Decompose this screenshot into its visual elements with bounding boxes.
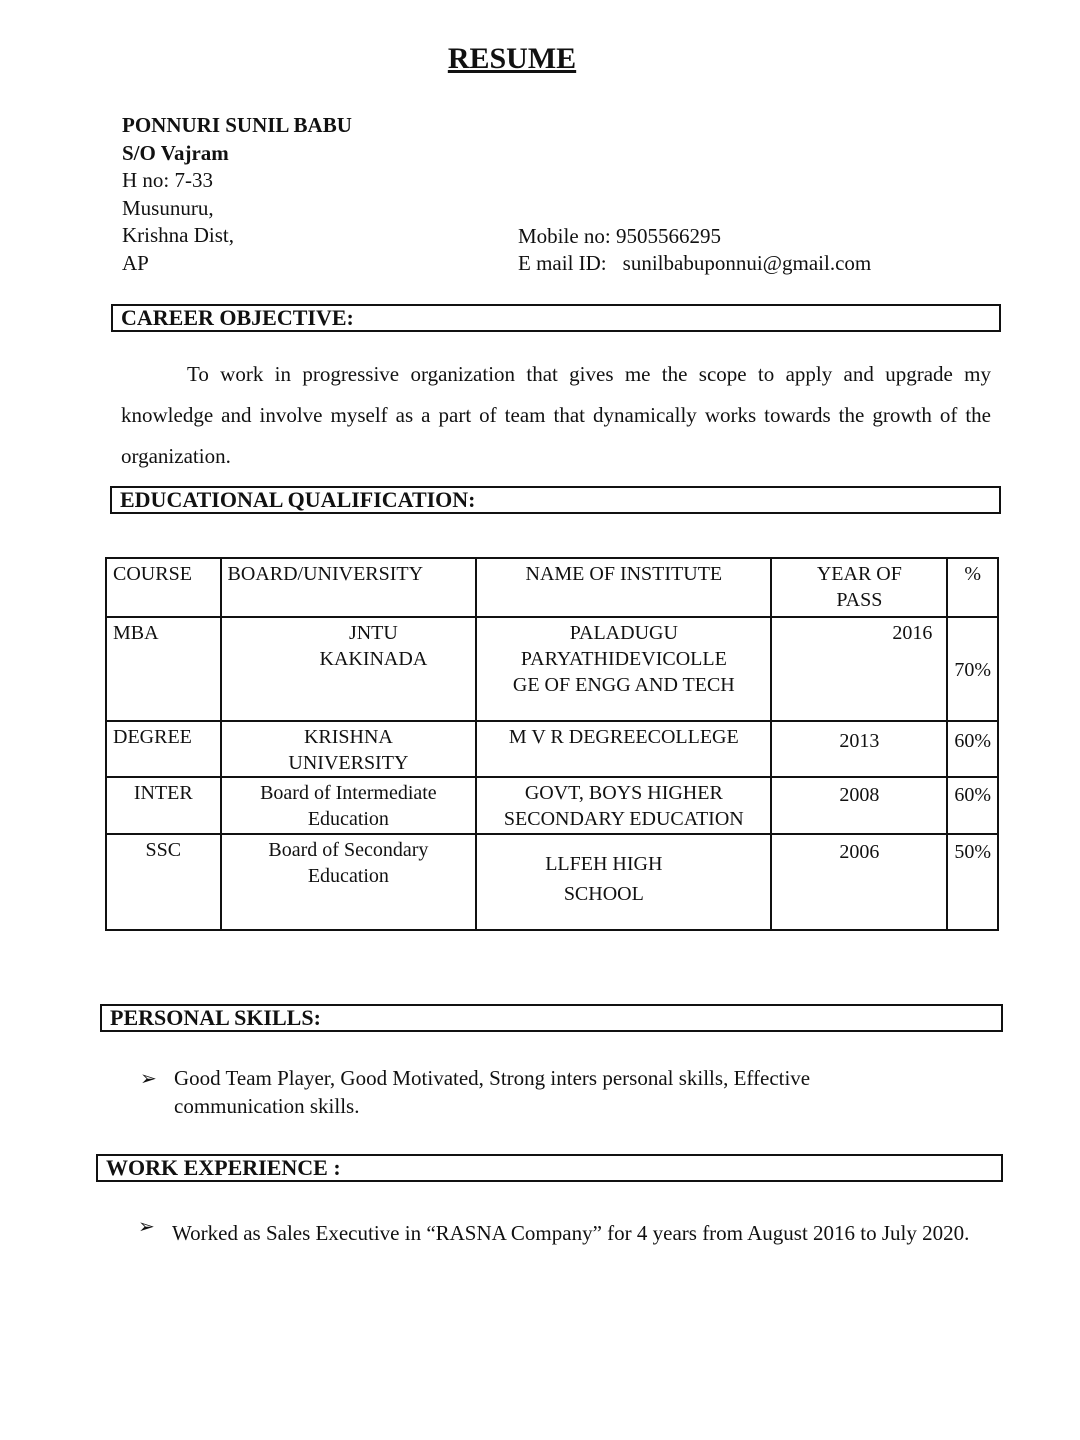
cell-institute: M V R DEGREECOLLEGE bbox=[476, 721, 771, 777]
email-address: sunilbabuponnui@gmail.com bbox=[622, 251, 872, 275]
career-objective-heading-text: CAREER OBJECTIVE: bbox=[121, 305, 354, 330]
state: AP bbox=[122, 250, 149, 275]
contact-block bbox=[518, 223, 871, 277]
career-objective-text: To work in progressive organization that gives me the scope to apply and upgrade my knowledge and involve myself as a part of team that dynamically works towards the growth of the organization. bbox=[121, 362, 991, 468]
header-course: COURSE bbox=[106, 558, 221, 617]
personal-skills-heading-text: PERSONAL SKILLS: bbox=[110, 1005, 321, 1030]
cell-board: KRISHNA UNIVERSITY bbox=[221, 721, 477, 777]
address-block bbox=[122, 112, 352, 277]
work-experience-heading-text: WORK EXPERIENCE : bbox=[106, 1155, 341, 1180]
header-institute: NAME OF INSTITUTE bbox=[476, 558, 771, 617]
cell-percent: 60% bbox=[947, 777, 998, 834]
education-heading-text: EDUCATIONAL QUALIFICATION: bbox=[120, 487, 476, 512]
header-percent: % bbox=[947, 558, 998, 617]
district: Krishna Dist, bbox=[122, 223, 234, 247]
parent-name: S/O Vajram bbox=[122, 140, 229, 165]
header-year: YEAR OF PASS bbox=[771, 558, 947, 617]
cell-course: DEGREE bbox=[106, 721, 221, 777]
table-header-row bbox=[106, 558, 998, 617]
bullet-arrow-icon: ➢ bbox=[140, 1068, 157, 1090]
mobile-label: Mobile no: bbox=[518, 224, 611, 248]
table-row bbox=[106, 721, 998, 777]
table-row bbox=[106, 834, 998, 930]
cell-board: JNTU KAKINADA bbox=[221, 617, 477, 721]
personal-skills-heading bbox=[100, 1004, 1003, 1032]
skills-item: Good Team Player, Good Motivated, Strong inters personal skills, Effective communication skills. bbox=[174, 1066, 811, 1118]
education-table bbox=[105, 557, 999, 931]
cell-institute: LLFEH HIGH SCHOOL bbox=[476, 834, 771, 930]
cell-year: 2008 bbox=[771, 777, 947, 834]
header-board: BOARD/UNIVERSITY bbox=[221, 558, 477, 617]
cell-year: 2013 bbox=[771, 721, 947, 777]
cell-board: Board of Intermediate Education bbox=[221, 777, 477, 834]
cell-institute: PALADUGU PARYATHIDEVICOLLE GE OF ENGG AND TECH bbox=[476, 617, 771, 721]
mobile-number: 9505566295 bbox=[616, 224, 721, 248]
email-label: E mail ID: bbox=[518, 251, 607, 275]
work-experience-heading bbox=[96, 1154, 1003, 1182]
cell-course: SSC bbox=[106, 834, 221, 930]
bullet-arrow-icon: ➢ bbox=[138, 1216, 155, 1238]
cell-institute: GOVT, BOYS HIGHER SECONDARY EDUCATION bbox=[476, 777, 771, 834]
house-number: H no: 7-33 bbox=[122, 168, 213, 192]
table-row bbox=[106, 777, 998, 834]
cell-percent: 60% bbox=[947, 721, 998, 777]
career-objective-heading bbox=[111, 304, 1001, 332]
cell-year: 2016 bbox=[771, 617, 947, 721]
cell-percent: 70% bbox=[947, 617, 998, 721]
education-heading bbox=[110, 486, 1001, 514]
work-item: Worked as Sales Executive in “RASNA Company” for 4 years from August 2016 to July 2020. bbox=[172, 1221, 970, 1245]
cell-year: 2006 bbox=[771, 834, 947, 930]
village: Musunuru, bbox=[122, 195, 214, 220]
cell-course: INTER bbox=[106, 777, 221, 834]
cell-course: MBA bbox=[106, 617, 221, 721]
cell-percent: 50% bbox=[947, 834, 998, 930]
cell-board: Board of Secondary Education bbox=[221, 834, 477, 930]
table-row bbox=[106, 617, 998, 721]
candidate-name: PONNURI SUNIL BABU bbox=[122, 113, 352, 137]
page-title: RESUME bbox=[447, 42, 577, 75]
